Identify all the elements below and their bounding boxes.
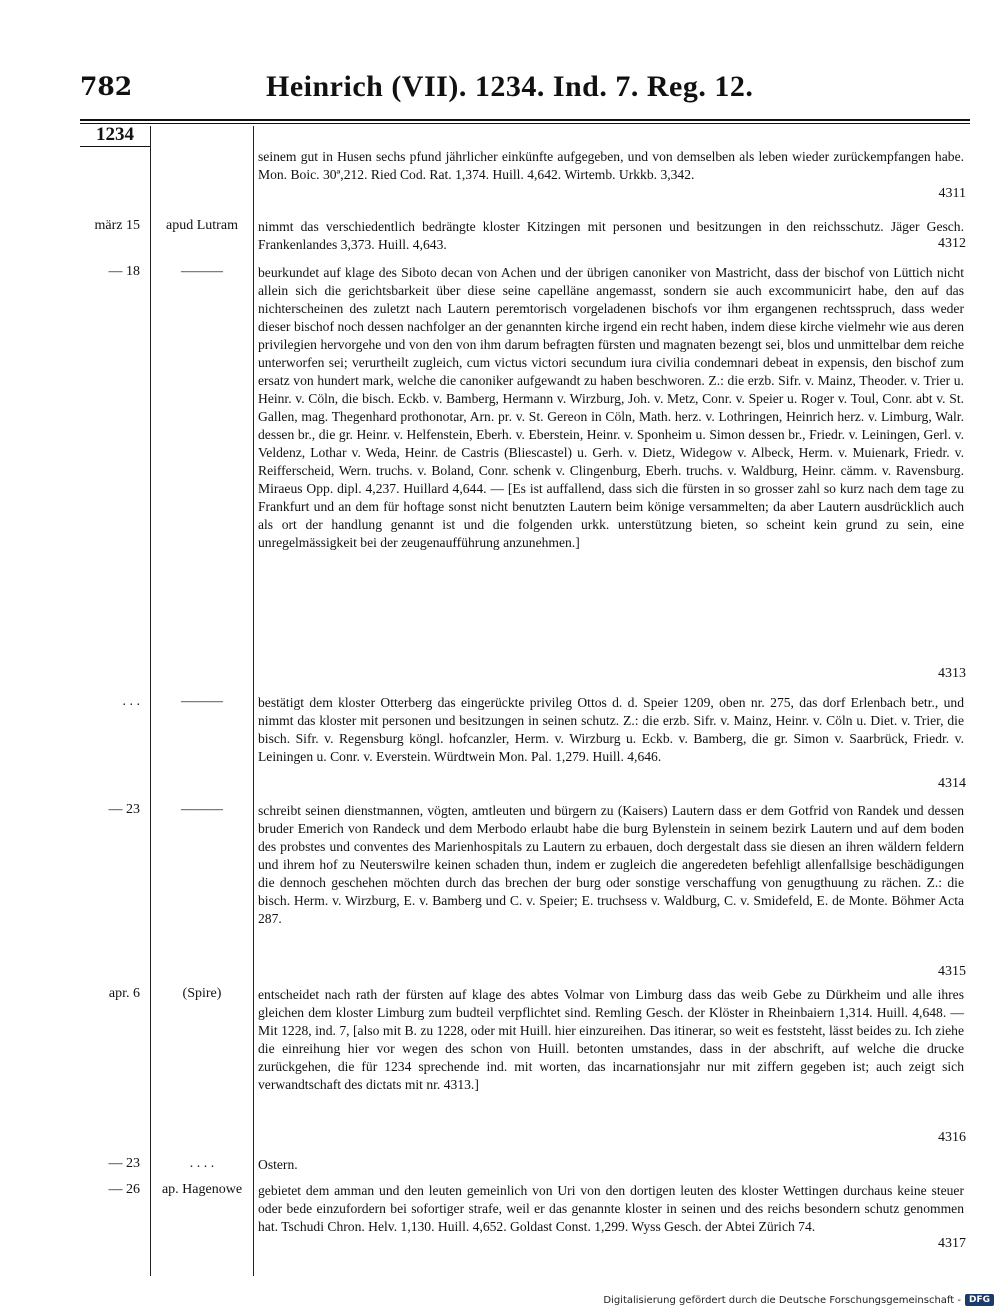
entry-text (258, 694, 964, 766)
entry-number: 4311 (938, 186, 966, 201)
entry-place: ——— (181, 694, 223, 709)
entry-date: . . . (122, 694, 140, 709)
dfg-logo: DFG (965, 1294, 994, 1306)
digitization-credit (603, 1294, 994, 1306)
entry-text (258, 264, 964, 552)
entry-body: bestätigt dem kloster Otterberg das eingerückte privileg Ottos d. d. Speier 1209, oben nr. 275, das dorf Erlenbach betr., und nimmt das kloster mit personen und besitzungen in seinen schutz. Z.: die erzb. Sifr. v. Mainz, Heinr. v. Cöln u. Diet. v. Trier, die bisch. Sifr. v. Regensburg köngl. hofcanzler, Herm. v. Wirzburg u. Eckb. v. Bamberg, die gr. Simon v. Saarbrück, Friedr. v. Leiningen u. Conr. v. Everstein. Würdtwein Mon. Pal. 1,279. Huill. 4,646. (258, 695, 964, 764)
year-underline (80, 146, 150, 147)
entry-number: 4312 (938, 236, 966, 251)
entry-place: ——— (181, 802, 223, 817)
entry-text (258, 1156, 964, 1174)
entry-body: Ostern. (258, 1157, 298, 1172)
header-rule-thick (80, 119, 970, 121)
entry-date: — 18 (108, 264, 140, 279)
entry-number: 4314 (938, 776, 966, 791)
page-number: 782 (80, 72, 133, 101)
entry-body: entscheidet nach rath der fürsten auf klage des abtes Volmar von Limburg dass das weib Gebe zu Dürkheim und alle ihres gleichen dem kloster Limburg zum budteil verpflichtet sind. Remling Gesch. der Klöster in Rheinbaiern 1,314. Huill. 4,648. — Mit 1228, ind. 7, [also mit B. zu 1228, oder mit Huill. hier einzureihen. Das itinerar, so weit es feststeht, lässt beides zu. Ich ziehe die einreihung hier vor wegen des schon von Huill. betonten umstandes, dass in der abschrift, auf welche die drucke zurückgehen, die für 1234 sprechende ind. mit worten, das incarnationsjahr nur mit ziffern gegeben ist; auch zeigt sich verwandtschaft des dictats mit nr. 4313.] (258, 987, 964, 1092)
entry-date: apr. 6 (108, 986, 140, 1001)
entry-body: seinem gut in Husen sechs pfund jährlicher einkünfte aufgegeben, und von demselben als leben wieder zurückempfangen habe. Mon. Boic. 30ª,212. Ried Cod. Rat. 1,374. Huill. 4,642. Wirtemb. Urkkb. 3,342. (258, 149, 964, 182)
entry-date: — 26 (108, 1182, 140, 1197)
page-header (80, 72, 970, 112)
entry-number: 4315 (938, 964, 966, 979)
entry-place: . . . . (189, 1156, 215, 1171)
entry-body: schreibt seinen dienstmannen, vögten, amtleuten und bürgern zu (Kaisers) Lautern dass er dem Gotfrid von Randek und dessen bruder Emerich von Randeck und dem Merbodo erlaubt habe die burg Bylenstein in seinem bezirk Lautern und auf dem boden des probstes und conventes des Marienhospitals zu Lautern zu erbauen, doch dergestalt dass sie diesen an ihren wäldern feldern und ihrem hof zu Neuterswilre keinen schaden thun, indem er zugleich die angeredeten befehligt allenfallsige beschädigungen die dennoch geschehen möchten durch das brechen der burg oder sonstige verschaffung von genugthuung zu rächen. Z.: die bisch. Herm. v. Wirzburg, E. v. Bamberg und C. v. Speier; E. truchsess v. Waldburg, C. v. Smidefeld, E. de Monte. Böhmer Acta 287. (258, 803, 964, 926)
entry-place: ——— (181, 264, 223, 279)
entry-date: — 23 (108, 802, 140, 817)
entry-place: (Spire) (182, 986, 222, 1001)
year-label: 1234 (96, 124, 134, 145)
entry-text (258, 218, 964, 254)
credit-text: Digitalisierung gefördert durch die Deutsche Forschungsgemeinschaft - (603, 1294, 961, 1306)
entry-date: märz 15 (94, 218, 140, 233)
entry-text (258, 148, 964, 184)
entry-body: gebietet dem amman und den leuten gemeinlich von Uri von den dortigen leuten des kloster Wettingen durchaus keine steuer oder bede einzufordern bei sofortiger strafe, weil er das genannte kloster in seinen und des reichs besondern schutz genommen hat. Tschudi Chron. Helv. 1,130. Huill. 4,652. Goldast Const. 1,299. Wyss Gesch. der Abtei Zürich 74. (258, 1183, 964, 1234)
entry-date: — 23 (108, 1156, 140, 1171)
entry-text (258, 802, 964, 928)
entry-body: beurkundet auf klage des Siboto decan von Achen und der übrigen canoniker von Mastricht, dass der bischof von Lüttich nicht allein sich die gerichtsbarkeit über diese seine capelläne angemasst, sondern sie auch excommunicirt habe, den auf das nichterscheinen des zuletzt nach Lautern peremtorisch vorgeladenen bischofs vor ihm ergangenen rechtsspruch, dass weder dieser bischof noch dessen nachfolger an der genannten kirche irgend ein recht haben, indem diese kirche vielmehr wie aus deren privilegien hervorgehe und von den von ihm darum befragten fürsten und magnaten bezengt sei, blos und unmittelbar dem reiche unterworfen sei; verurtheilt zugleich, cum victus victori secundum iura civilia condemnari debeat in expensis, den bischof zum ersatz von hundert mark, welche die canoniker aufgewandt zu haben beschworen. Z.: die erzb. Sifr. v. Mainz, Theoder. v. Trier u. Heinr. v. Cöln, die bisch. Eckb. v. Bamberg, Hermann v. Wirzburg, Joh. v. Metz, Conr. v. Speier u. Roger v. Toul, Conr. abt v. St. Gallen, mag. Thegenhard prothonotar, Arn. pr. v. St. Gereon in Cöln, Math. herz. v. Lothringen, Heinrich herz. v. Limburg, Walr. dessen br., die gr. Heinr. v. Helfenstein, Eberh. v. Eberstein, Heinr. v. Sponheim u. Simon dessen br., Friedr. v. Leiningen, Gerl. v. Veldenz, Lothar v. Weda, Heinr. de Castris (Bliescastel) u. Gerh. v. Dietz, Widegow v. Albeck, Herm. v. Muienark, Friedr. v. Reifferscheid, Wern. truchs. v. Boland, Conr. schenk v. Clingenburg, Eberh. truchs. v. Waldburg, Heinr. cämm. v. Ravensburg. Miraeus Opp. dipl. 4,237. Huillard 4,644. — [Es ist auffallend, dass sich die fürsten in so grosser zahl so kurz nach dem tage zu Frankfurt und an dem für hoftage sonst nicht benutzten Lautern beim könige versammelten; da aber Lautern ausdrücklich auch als ort der handlung genannt ist und die folgenden urkk. unterstützung bieten, so scheint kein grund zu sein, eine unregelmässigkeit bei der zeugenaufführung anzunehmen.] (258, 265, 964, 550)
entry-place: ap. Hagenowe (161, 1182, 243, 1197)
column-divider-date (150, 126, 151, 1276)
entry-place: apud Lutram (166, 218, 238, 233)
entry-number: 4316 (938, 1130, 966, 1145)
entry-text (258, 1182, 964, 1236)
entry-body: nimmt das verschiedentlich bedrängte kloster Kitzingen mit personen und besitzungen in den reichsschutz. Jäger Gesch. Frankenlandes 3,373. Huill. 4,643. (258, 219, 964, 252)
entry-text (258, 986, 964, 1094)
entry-number: 4313 (938, 666, 966, 681)
running-title: Heinrich (VII). 1234. Ind. 7. Reg. 12. (266, 70, 754, 103)
header-rule-thin (80, 123, 970, 124)
column-divider-place (253, 126, 254, 1276)
entry-number: 4317 (938, 1236, 966, 1251)
